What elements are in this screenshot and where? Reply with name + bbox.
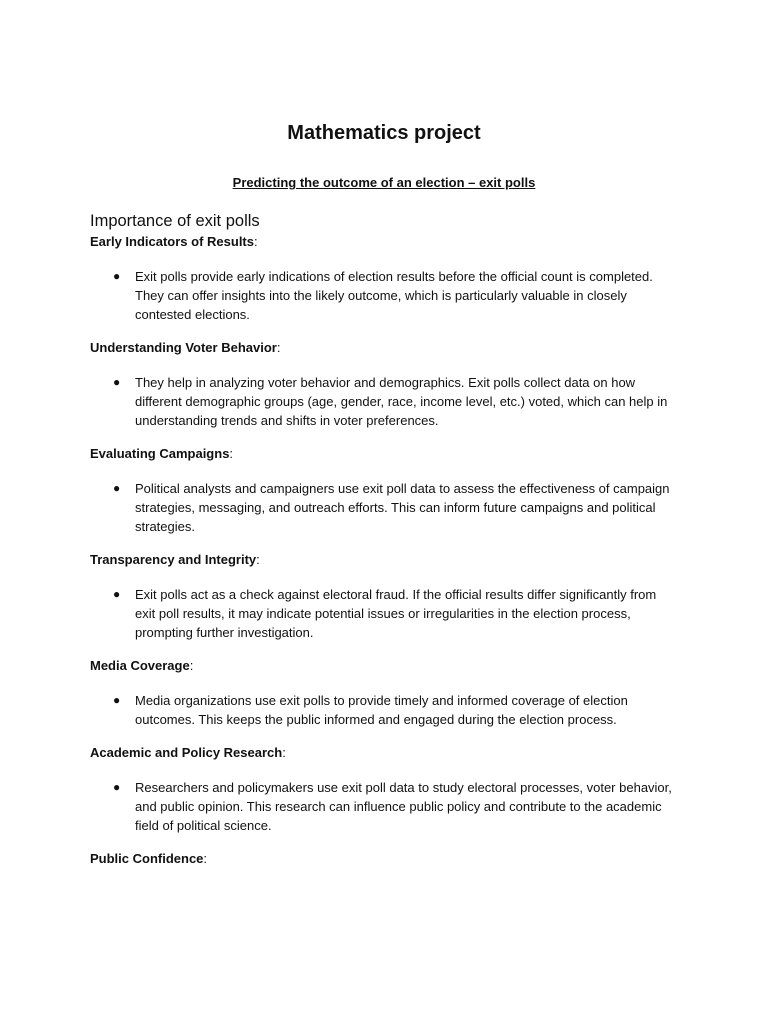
bullet-text: Exit polls provide early indications of election results before the official count is completed. They can offer insights into the likely outcome, which is particularly valuable in closely contested elections. [135, 269, 653, 322]
item-heading-text: Public Confidence [90, 851, 204, 866]
item-heading-suffix: : [189, 658, 194, 673]
bullet-list [90, 691, 690, 729]
section-heading: Importance of exit polls [90, 212, 260, 230]
item-heading-suffix: : [276, 340, 281, 355]
item-heading [90, 233, 690, 251]
item-heading [90, 657, 690, 675]
document-title: Mathematics project [287, 122, 481, 144]
bullet-dot: ● [113, 269, 121, 283]
bullet-text: Political analysts and campaigners use exit poll data to assess the effectiveness of campaign strategies, messaging, and outreach efforts. This can inform future campaigns and political strategies. [135, 481, 670, 534]
item-heading-suffix: : [256, 552, 260, 567]
item-heading-text: Academic and Policy Research [90, 745, 283, 760]
document-subtitle: Predicting the outcome of an election – exit polls [232, 175, 536, 190]
item-heading [90, 850, 690, 868]
bullet-list [90, 267, 690, 324]
bullet-list [90, 479, 690, 536]
bullet-item [90, 373, 680, 430]
bullet-dot: ● [113, 481, 121, 495]
bullet-text: Researchers and policymakers use exit poll data to study electoral processes, voter behavior, and public opinion. This research can influence public policy and contribute to the academic field of political science. [135, 780, 672, 833]
bullet-text: Exit polls act as a check against electoral fraud. If the official results differ significantly from exit poll results, it may indicate potential issues or irregularities in the election process, prompting further investigation. [135, 587, 657, 640]
item-heading-text: Transparency and Integrity [90, 552, 257, 567]
item-heading [90, 744, 690, 762]
bullet-item [90, 267, 680, 324]
bullet-list [90, 585, 690, 642]
bullet-item [90, 585, 680, 642]
item-heading [90, 551, 690, 569]
item-heading-text: Evaluating Campaigns [90, 446, 230, 461]
bullet-dot: ● [113, 693, 121, 707]
item-heading-suffix: : [229, 446, 234, 461]
item-heading-suffix: : [203, 851, 208, 866]
item-heading-text: Media Coverage [90, 658, 190, 673]
bullet-item [90, 691, 680, 729]
item-heading-suffix: : [282, 745, 286, 760]
item-heading-text: Early Indicators of Results [90, 234, 254, 249]
bullet-item [90, 778, 680, 835]
item-heading [90, 339, 690, 357]
item-heading-text: Understanding Voter Behavior [90, 340, 277, 355]
document-body [90, 210, 690, 868]
item-heading [90, 445, 690, 463]
bullet-item [90, 479, 680, 536]
bullet-dot: ● [113, 375, 121, 389]
bullet-dot: ● [113, 780, 121, 794]
bullet-list [90, 778, 690, 835]
bullet-list [90, 373, 690, 430]
item-heading-suffix: : [254, 234, 258, 249]
bullet-dot: ● [113, 587, 121, 601]
bullet-text: Media organizations use exit polls to provide timely and informed coverage of election outcomes. This keeps the public informed and engaged during the election process. [135, 693, 628, 727]
bullet-text: They help in analyzing voter behavior and demographics. Exit polls collect data on how different demographic groups (age, gender, race, income level, etc.) voted, which can help in understanding trends and shifts in voter preferences. [135, 375, 668, 428]
